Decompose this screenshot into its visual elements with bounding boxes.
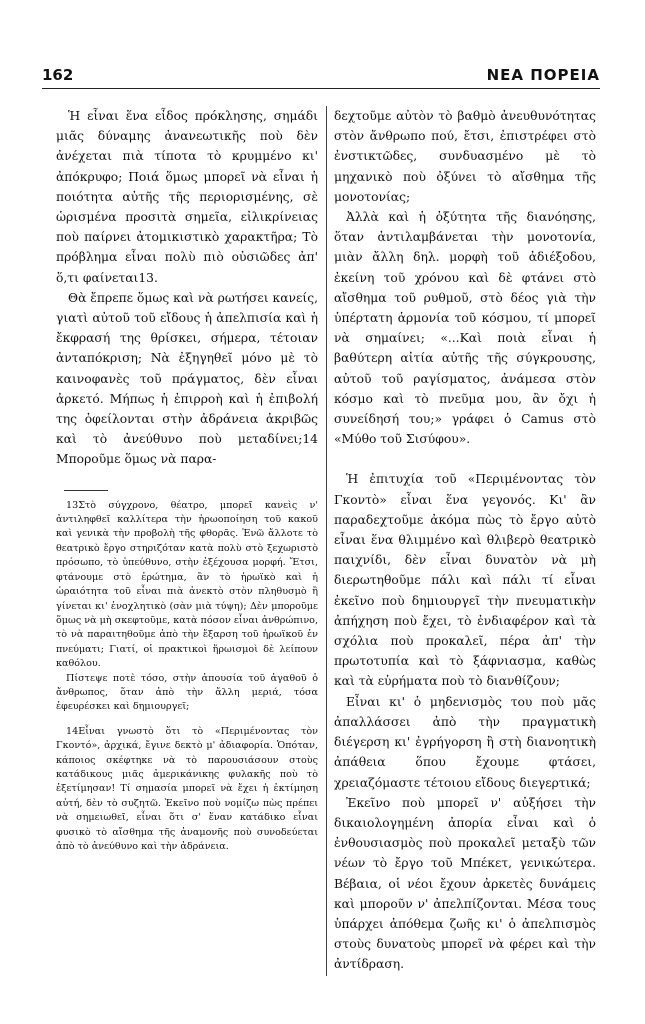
body-paragraph: Θὰ ἔπρεπε ὅμως καὶ νὰ ρωτήσει κανείς, γιατὶ αὐτοῦ τοῦ εἴδους ἡ ἀπελπισία καὶ ἡ ἔκφρασή της θρίσκει, σήμερα, τέτοιαν ἀνταπόκριση; Νὰ ἐξηγηθεῖ μόνο μὲ τὸ καινοφανὲς τοῦ πράγματος, δὲν εἶναι ἀρκετό. Μήπως ἡ ἐπιρροὴ καὶ ἡ ἐπιβολή της ὀφείλονται στὴν ἀδράνεια ἀκριβῶς καὶ τὸ ἀνεύθυνο ποὺ μεταδίνει;14 Μποροῦμε ὅμως νὰ παρα- <box>56 290 318 467</box>
footnote-13-continued: Πίστεψε ποτὲ τόσο, στὴν ἀπουσία τοῦ ἀγαθοῦ ὁ ἄνθρωπος, ὅταν ἀπὸ τὴν ἄλλη μεριά, τόσα ἐφευρέσκει καὶ δημιουργεῖ; <box>56 672 318 713</box>
footnote-separator <box>64 490 108 491</box>
right-column <box>334 106 596 975</box>
left-column <box>56 106 318 854</box>
footnote-14: 14Εἶναι γνωστὸ ὅτι τὸ «Περιμένοντας τὸν Γκοντό», ἀρχικά, ἔγινε δεκτὸ μ' ἀδιαφορία. Ὁπόταν, κάποιος σκέφτηκε νὰ τὸ παρουσιάσουν στοὺς κατάδικους μιᾶς ἀμερικάνικης φυλακῆς ποὺ τὸ ἐξετίμησαν! Τί σημασία μπορεῖ νὰ ἔχει ἡ ἐκτίμηση αὐτή, δὲν τὸ συζητῶ. Ἐκεῖνο ποὺ νομίζω πὼς πρέπει νὰ σημειωθεῖ, εἶναι ὅτι σ' ἕναν κατάδικο εἶναι φυσικὸ τὸ αἴσθημα τῆς ἀναμονῆς ποὺ συνοδεύεται ἀπὸ τὸ ἀνεύθυνο καὶ τὴν ἀδράνεια. <box>56 725 318 852</box>
page-number: 162 <box>42 66 74 84</box>
body-paragraph: δεχτοῦμε αὐτὸν τὸ βαθμὸ ἀνευθυνότητας στὸν ἄνθρωπο πού, ἔτσι, ἐπιστρέφει στὸ ἐνστικτῶδες, συνδυασμένο μὲ τὸ μηχανικὸ ποὺ ὀξύνει τὸ αἴσθημα τῆς μονοτονίας; <box>334 109 596 204</box>
journal-title: ΝΕΑ ΠΟΡΕΙΑ <box>486 66 600 84</box>
body-paragraph: Ἡ ἐπιτυχία τοῦ «Περιμένοντας τὸν Γκοντὸ» εἶναι ἕνα γεγονός. Κι' ἂν παραδεχτοῦμε ἀκόμα πὼς τὸ ἔργο αὐτὸ εἶναι ἕνα θλιμμένο καὶ θλιβερὸ θεατρικὸ παιχνίδι, δὲν εἶναι δυνατὸν νὰ μὴ διερωτηθοῦμε πάλι καὶ πάλι τί εἶναι ἐκεῖνο ποὺ δημιουργεῖ τὴν πνευματικὴν ἀπήχηση ποὺ ἔχει, τὸ ἐνδιαφέρον καὶ τὰ σχόλια ποὺ προκαλεῖ, πέρα ἀπ' τὴν πρωτοτυπία καὶ τὸ ξάφνιασμα, καθὼς καὶ τὰ εὑρήματα ποὺ τὸ διανθίζουν; <box>334 472 596 689</box>
header-rule <box>42 88 600 89</box>
body-paragraph: Ἡ εἶναι ἕνα εἶδος πρόκλησης, σημάδι μιᾶς δύναμης ἀνανεωτικῆς ποὺ δὲν ἀνέχεται πιὰ τίποτα τὸ κρυμμένο κι' ἀπόκρυφο; Ποιά ὅμως μπορεῖ νὰ εἶναι ἡ ποιότητα αὐτῆς τῆς περιορισμένης, σὲ ὡρισμένα προσιτὰ σημεῖα, εἰλικρίνειας ποὺ παίρνει ἀτομικιστικὸ χαρακτῆρα; Τὸ πρόβλημα εἶναι πολὺ πιὸ οὐσιῶδες ἀπ' ὅ,τι φαίνεται13. <box>56 109 318 285</box>
body-paragraph: Ἐκεῖνο ποὺ μπορεῖ ν' αὐξήσει τὴν δικαιολογημένη ἀπορία εἶναι καὶ ὁ ἐνθουσιασμὸς ποὺ προκαλεῖ μεταξὺ τῶν νέων τὸ ἔργο τοῦ Μπέκετ, γενικώτερα. Βέβαια, οἱ νέοι ἔχουν ἀρκετὲς δυνάμεις καὶ μποροῦν ν' ἀπελπίζονται. Μέσα τους ὑπάρχει ἀπόθεμα ζωῆς κι' ὁ ἀπελπισμὸς στοὺς δυνατοὺς μπορεῖ νὰ φέρει καὶ τὴν ἀντίδραση. <box>334 795 596 972</box>
column-divider <box>326 106 327 976</box>
body-paragraph: Εἶναι κι' ὁ μηδενισμὸς του ποὺ μᾶς ἀπαλλάσσει ἀπὸ τὴν πραγματικὴ διέγερση κι' ἐγρήγορση ἢ στὴ διανοητικὴ ἀπάθεια ὅπου ἔχουμε φτάσει, χρειαζόμαστε τέτοιου εἴδους διεγερτικά; <box>334 694 596 790</box>
footnote-13: 13Στὸ σύγχρονο, θέατρο, μπορεῖ κανεὶς ν' ἀντιληφθεῖ καλλίτερα τὴν ἡρωοποίηση τοῦ κακοῦ καὶ γενικὰ τὴν προβολὴ τῆς φθορᾶς. Ἐνῶ ἄλλοτε τὸ θεατρικὸ ἔργο στηριζόταν κατὰ πολὺ στὸ ξεχωριστὸ πρόσωπο, τὸ ὑπεύθυνο, στὴν ἐξέχουσα μορφή. Ἔτσι, φτάνουμε στὸ ἐρώτημα, ἂν τὸ ἡρωϊκὸ καὶ ἡ ὡραιότητα τοῦ εἶναι πιὰ ἀνεκτὸ στὸν πληθυσμὸ ἢ γίνεται κι' ἐνοχλητικὸ (σὰν μιὰ τύψη); Δὲν μποροῦμε ὅμως νὰ μὴ σκεφτοῦμε, κατὰ πόσον εἶναι ἀνθρώπινο, τὸ νὰ παραιτηθοῦμε ἀπὸ τὴν ἔξαρση τοῦ ἡρωϊκοῦ ἐν πνεύματι; Γιατί, οἱ πρακτικοὶ ἥρωισμοὶ δὲ λείπουν καθόλου. <box>56 499 318 670</box>
page-header <box>42 66 600 88</box>
body-paragraph: Ἀλλὰ καὶ ἡ ὀξύτητα τῆς διανόησης, ὅταν ἀντιλαμβάνεται τὴν μονοτονία, μιὰν ἄλλη δηλ. μορφὴ τοῦ ἀδιέξοδου, ἐκείνη τοῦ χρόνου καὶ δὲ φτάνει στὸ αἴσθημα τοῦ ρυθμοῦ, στὸ δέος γιὰ τὴν ὑπέρτατη ἁρμονία τοῦ κόσμου, τί μπορεῖ νὰ σημαίνει; «...Καὶ ποιὰ εἶναι ἡ βαθύτερη αἰτία αὐτῆς τῆς σύγκρουσης, αὐτοῦ τοῦ ραγίσματος, ἀνάμεσα στὸν κόσμο καὶ τὸ πνεῦμα μου, ἂν ὄχι ἡ συνείδησή του;» γράφει ὁ Camus στὸ «Μύθο τοῦ Σισύφου». <box>334 210 596 447</box>
